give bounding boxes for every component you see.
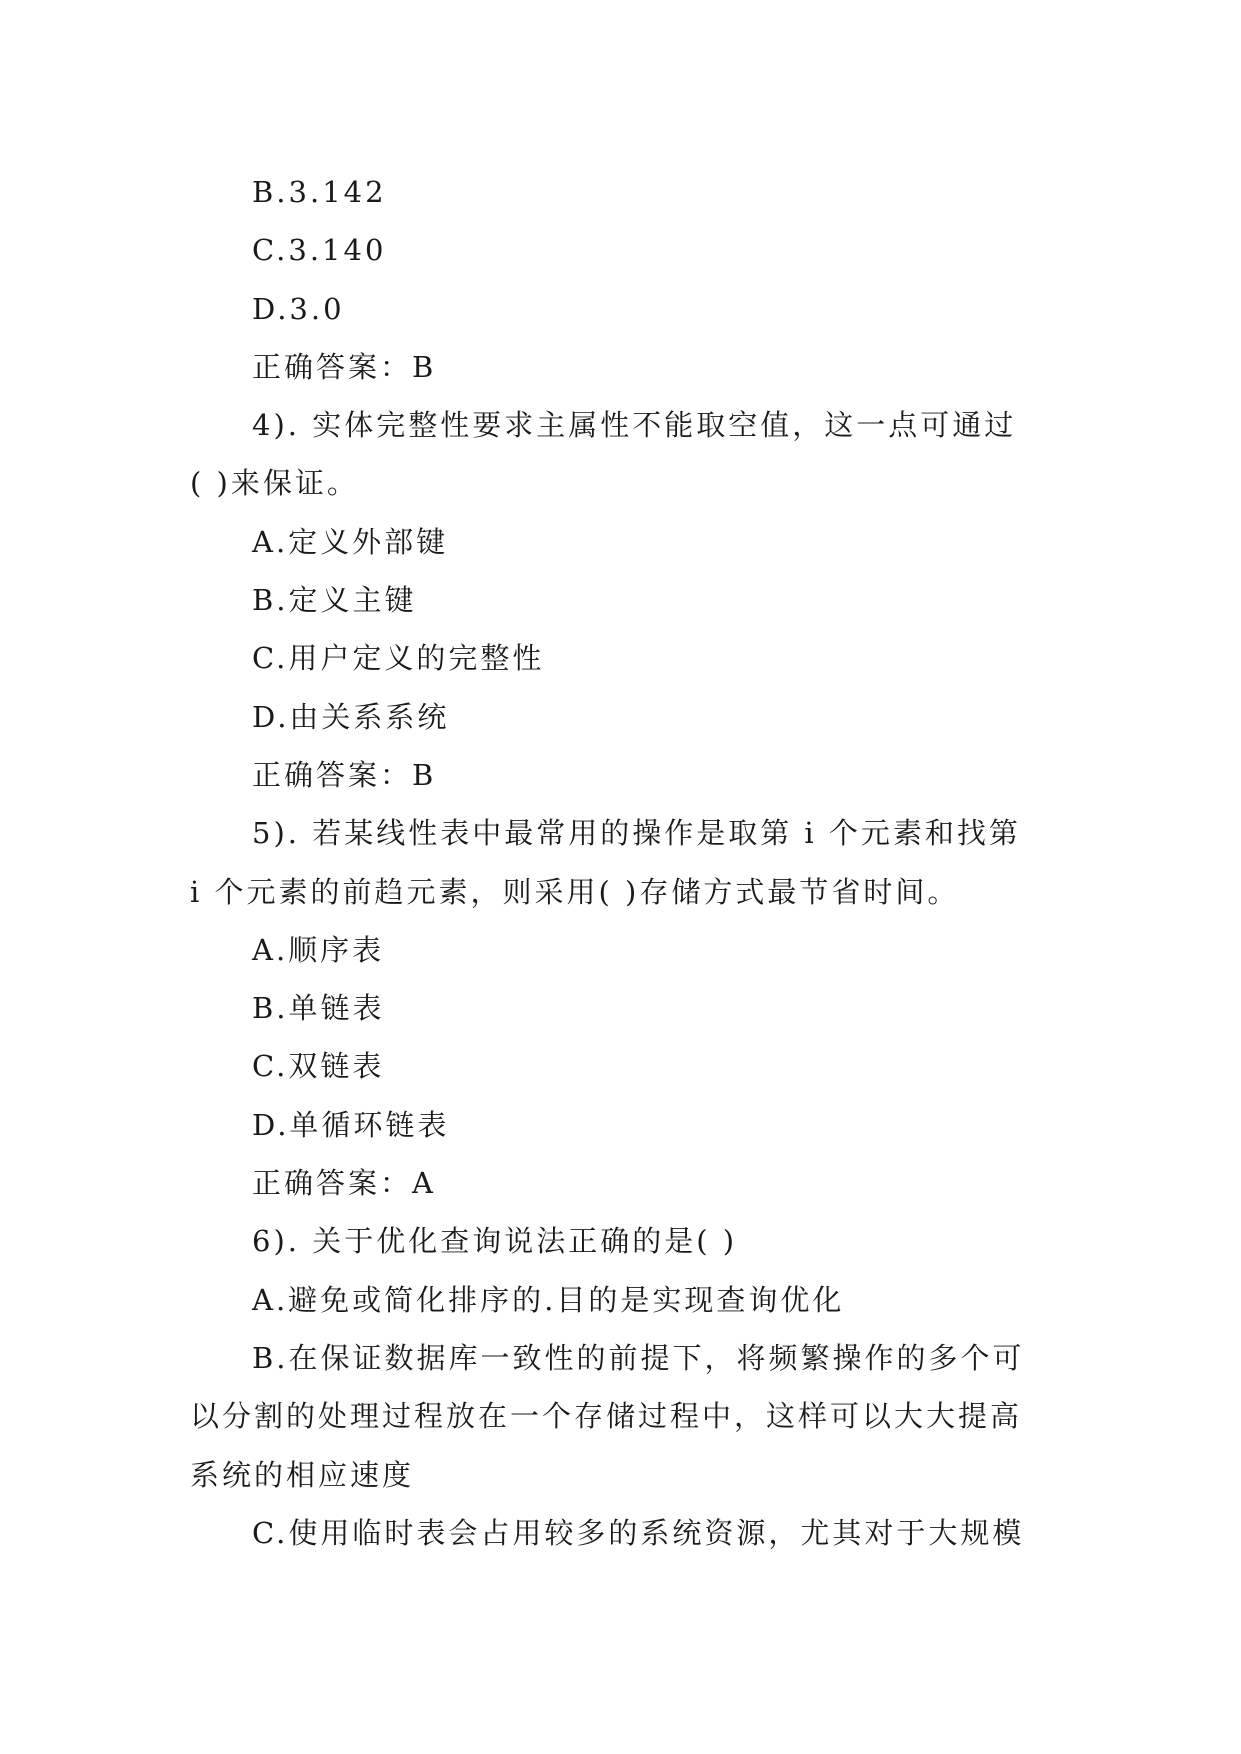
option-line: B.单链表 [252,991,385,1026]
option-line: A.定义外部键 [252,524,449,559]
question-line: 5). 若某线性表中最常用的操作是取第 i 个元素和找第 [252,816,1021,851]
option-line: B.在保证数据库一致性的前提下，将频繁操作的多个可 [252,1340,1025,1375]
option-line: C.双链表 [252,1049,385,1084]
option-line: C.3.140 [252,233,387,268]
question-line: 4). 实体完整性要求主属性不能取空值，这一点可通过 [252,408,1017,443]
option-line: C.使用临时表会占用较多的系统资源，尤其对于大规模 [252,1515,1025,1550]
question-continuation-line: ( )来保证。 [190,466,359,501]
option-line: A.顺序表 [252,932,385,967]
option-continuation-line: 以分割的处理过程放在一个存储过程中，这样可以大大提高 [190,1399,1023,1434]
option-continuation-line: 系统的相应速度 [190,1457,415,1492]
option-line: B.定义主键 [252,583,417,618]
option-line: D.由关系系统 [252,699,450,734]
answer-line: 正确答案：B [252,757,437,792]
document-body [190,163,1054,1562]
option-line: D.单循环链表 [252,1107,450,1142]
option-line: B.3.142 [252,175,387,209]
question-line: 6). 关于优化查询说法正确的是( ) [252,1224,738,1259]
question-continuation-line: i 个元素的前趋元素，则采用( )存储方式最节省时间。 [190,874,960,909]
option-line: D.3.0 [252,291,345,326]
answer-line: 正确答案：B [252,349,437,384]
option-line: C.用户定义的完整性 [252,641,545,676]
answer-line: 正确答案：A [252,1166,436,1201]
option-line: A.避免或简化排序的.目的是实现查询优化 [252,1282,845,1317]
